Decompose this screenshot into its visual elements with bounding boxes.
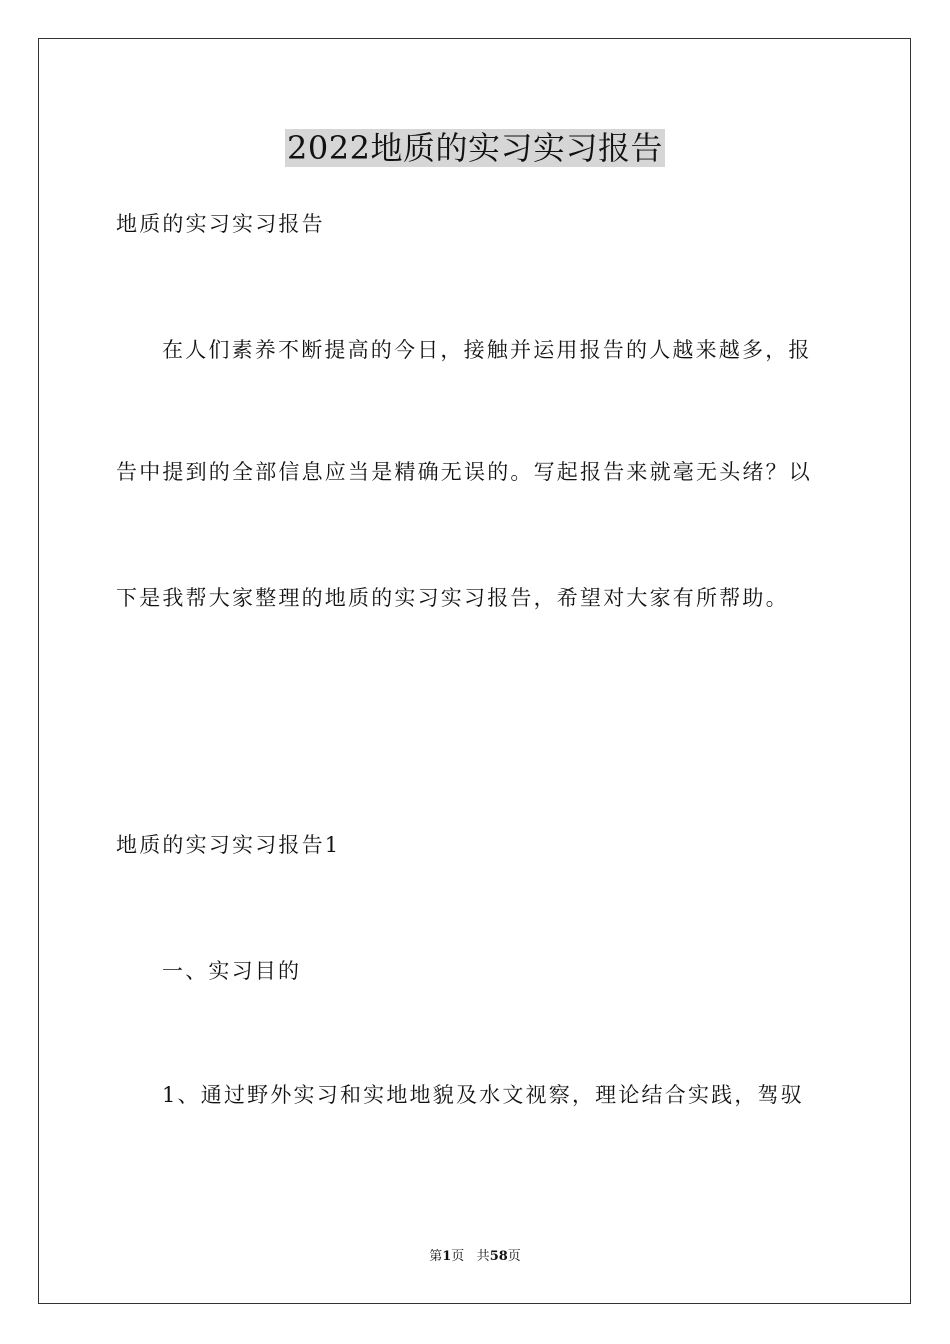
footer-page-suffix: 页 bbox=[451, 1249, 465, 1264]
document-title-container bbox=[0, 124, 950, 172]
footer-page-number: 1 bbox=[442, 1249, 452, 1264]
section-heading: 地质的实习实习报告1 bbox=[116, 833, 341, 857]
intro-line-1: 在人们素养不断提高的今日，接触并运用报告的人越来越多，报 bbox=[162, 338, 812, 362]
footer-total-prefix: 共 bbox=[476, 1249, 490, 1264]
document-title: 2022地质的实习实习报告 bbox=[287, 129, 663, 167]
footer-page-prefix: 第 bbox=[429, 1249, 443, 1264]
footer-total-pages: 58 bbox=[489, 1249, 508, 1264]
intro-line-3: 下是我帮大家整理的地质的实习实习报告，希望对大家有所帮助。 bbox=[116, 586, 789, 610]
intro-line-2: 告中提到的全部信息应当是精确无误的。写起报告来就毫无头绪？以 bbox=[116, 460, 812, 484]
footer-total-suffix: 页 bbox=[507, 1249, 521, 1264]
document-subtitle: 地质的实习实习报告 bbox=[116, 212, 325, 236]
list-item-1: 1、通过野外实习和实地地貌及水文视察，理论结合实践，驾驭 bbox=[162, 1083, 804, 1107]
page-footer bbox=[0, 1248, 950, 1266]
part-heading: 一、实习目的 bbox=[162, 959, 302, 983]
